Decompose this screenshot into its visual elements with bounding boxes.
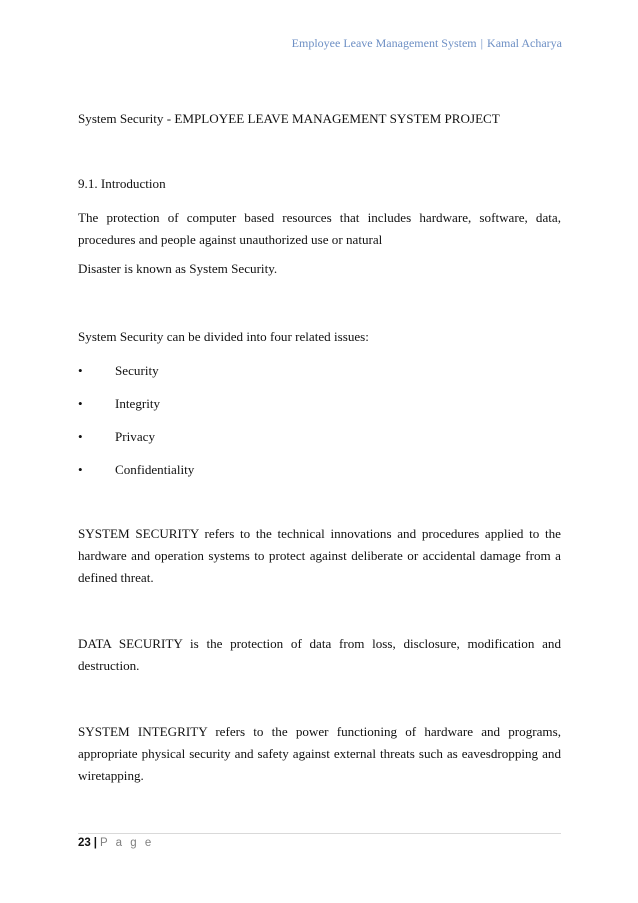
issues-heading: System Security can be divided into four related issues: xyxy=(78,329,369,344)
header-doc-title: Employee Leave Management System xyxy=(291,36,477,50)
list-item-security xyxy=(78,360,561,382)
section-heading-introduction: 9.1. Introduction xyxy=(78,176,166,191)
system-security-paragraph: SYSTEM SECURITY refers to the technical innovations and procedures applied to the hardware and operation systems to protect against deliberate or accidental damage from a defined threat. xyxy=(78,526,561,585)
running-header xyxy=(292,36,562,51)
page-title: System Security - EMPLOYEE LEAVE MANAGEMENT SYSTEM PROJECT xyxy=(78,111,500,126)
system-integrity-paragraph: SYSTEM INTEGRITY refers to the power functioning of hardware and programs, appropriate physical security and safety against external threats such as eavesdropping and wiretapping. xyxy=(78,724,561,783)
header-author: Kamal Acharya xyxy=(487,36,562,50)
list-item-confidentiality xyxy=(78,459,561,481)
list-item-label: Confidentiality xyxy=(115,462,195,477)
list-item-integrity xyxy=(78,393,561,415)
bullet-icon: • xyxy=(78,462,83,477)
header-separator: | xyxy=(480,36,484,50)
list-item-label: Security xyxy=(115,363,159,378)
page-footer xyxy=(78,837,154,849)
footer-separator: | xyxy=(93,837,98,849)
data-security-paragraph: DATA SECURITY is the protection of data from loss, disclosure, modification and destruction. xyxy=(78,636,561,673)
bullet-icon: • xyxy=(78,429,83,444)
page-number: 23 xyxy=(78,837,91,849)
intro-paragraph: The protection of computer based resources that includes hardware, software, data, procedures and people against unauthorized use or natural xyxy=(78,210,561,247)
list-item-label: Integrity xyxy=(115,396,161,411)
list-item-label: Privacy xyxy=(115,429,155,444)
bullet-icon: • xyxy=(78,363,83,378)
list-item-privacy xyxy=(78,426,561,448)
page-label: P a g e xyxy=(100,837,154,849)
footer-divider xyxy=(78,833,561,834)
bullet-icon: • xyxy=(78,396,83,411)
intro-paragraph-continued: Disaster is known as System Security. xyxy=(78,261,278,276)
